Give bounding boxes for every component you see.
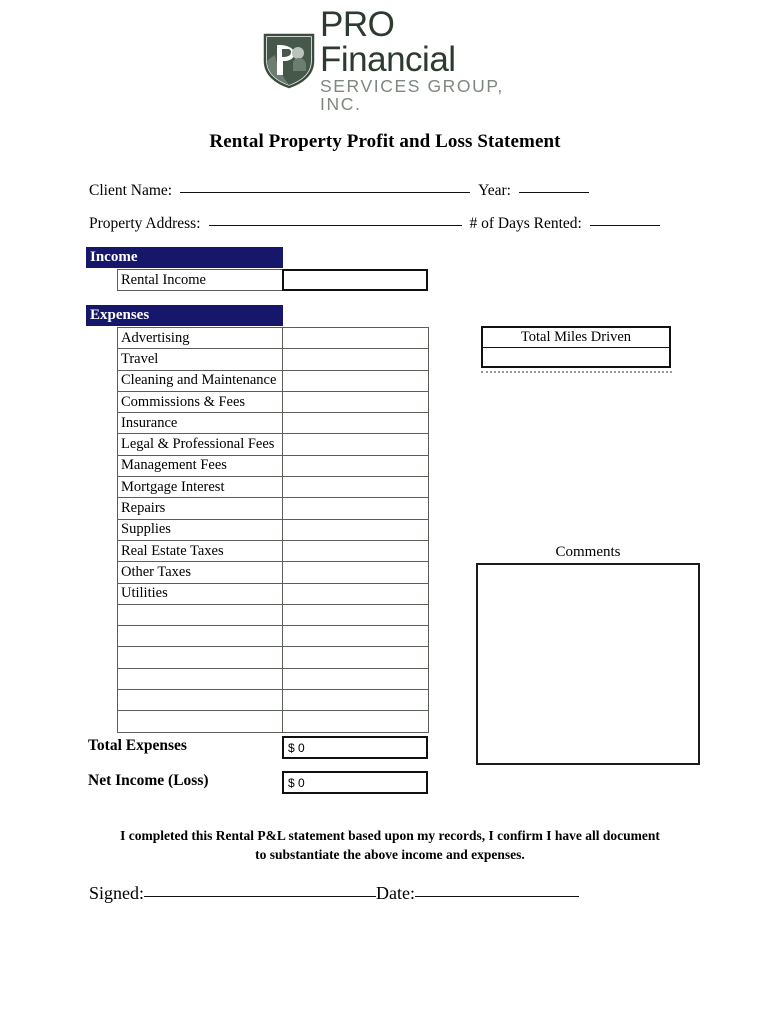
table-row <box>118 604 429 625</box>
confirmation-statement <box>90 826 690 864</box>
table-row <box>118 562 429 583</box>
rental-income-label: Rental Income <box>117 269 283 291</box>
company-logo <box>263 5 507 114</box>
expense-input[interactable] <box>283 604 429 625</box>
total-expenses-label: Total Expenses <box>88 737 187 754</box>
expense-input[interactable] <box>283 413 429 434</box>
expense-label <box>118 711 283 732</box>
year-input[interactable] <box>519 180 589 193</box>
expense-input[interactable] <box>283 391 429 412</box>
expense-label: Commissions & Fees <box>118 391 283 412</box>
expense-label: Real Estate Taxes <box>118 540 283 561</box>
shield-icon <box>263 31 315 89</box>
date-input[interactable] <box>415 882 579 897</box>
expense-input[interactable] <box>283 540 429 561</box>
expense-input[interactable] <box>283 690 429 711</box>
comments-label: Comments <box>555 544 621 560</box>
property-address-input[interactable] <box>209 213 462 226</box>
total-miles-driven-input[interactable] <box>483 348 669 367</box>
table-row <box>118 711 429 732</box>
expense-label <box>118 690 283 711</box>
total-expenses-value[interactable]: $ 0 <box>282 736 428 759</box>
table-row <box>118 647 429 668</box>
expense-label: Legal & Professional Fees <box>118 434 283 455</box>
days-rented-input[interactable] <box>590 213 660 226</box>
days-rented-label: # of Days Rented: <box>469 215 582 232</box>
expense-label: Travel <box>118 349 283 370</box>
table-row <box>118 690 429 711</box>
comments-input[interactable] <box>476 563 700 765</box>
expense-label: Insurance <box>118 413 283 434</box>
year-label: Year: <box>478 182 511 199</box>
expense-label <box>118 668 283 689</box>
expense-input[interactable] <box>283 370 429 391</box>
table-row <box>118 477 429 498</box>
income-section-header: Income <box>86 247 283 268</box>
date-label: Date: <box>376 883 415 903</box>
total-miles-driven-label: Total Miles Driven <box>483 328 669 348</box>
rental-income-input[interactable] <box>282 269 428 291</box>
rental-income-row <box>117 269 428 291</box>
client-name-row <box>89 180 709 200</box>
expense-label: Utilities <box>118 583 283 604</box>
expense-input[interactable] <box>283 583 429 604</box>
expense-input[interactable] <box>283 434 429 455</box>
signed-label: Signed: <box>89 883 145 903</box>
table-row <box>118 413 429 434</box>
net-income-label: Net Income (Loss) <box>88 772 209 789</box>
logo-primary-text: PRO Financial <box>320 5 456 79</box>
property-address-row <box>89 213 709 233</box>
expense-input[interactable] <box>283 328 429 349</box>
table-row <box>118 540 429 561</box>
expense-label: Repairs <box>118 498 283 519</box>
table-row <box>118 498 429 519</box>
table-row <box>118 668 429 689</box>
table-row <box>118 391 429 412</box>
table-row <box>118 519 429 540</box>
expense-label: Cleaning and Maintenance <box>118 370 283 391</box>
signature-input[interactable] <box>144 882 376 897</box>
table-row <box>118 455 429 476</box>
logo-wordmark <box>320 7 507 113</box>
expense-input[interactable] <box>283 626 429 647</box>
expense-input[interactable] <box>283 455 429 476</box>
expense-input[interactable] <box>283 647 429 668</box>
expense-input[interactable] <box>283 668 429 689</box>
client-name-input[interactable] <box>180 180 470 193</box>
table-row <box>118 349 429 370</box>
table-row <box>118 328 429 349</box>
expense-label <box>118 647 283 668</box>
expenses-table <box>117 327 429 733</box>
page-title: Rental Property Profit and Loss Statement <box>209 131 561 152</box>
expense-input[interactable] <box>283 519 429 540</box>
property-address-label: Property Address: <box>89 215 201 232</box>
expense-input[interactable] <box>283 562 429 583</box>
table-row <box>118 583 429 604</box>
confirmation-line-2: to substantiate the above income and expenses. <box>255 847 525 862</box>
table-row <box>118 370 429 391</box>
expense-input[interactable] <box>283 498 429 519</box>
expense-label <box>118 626 283 647</box>
net-income-value[interactable]: $ 0 <box>282 771 428 794</box>
expense-input[interactable] <box>283 349 429 370</box>
expense-label: Supplies <box>118 519 283 540</box>
confirmation-line-1: I completed this Rental P&L statement based upon my records, I confirm I have all document <box>120 828 660 843</box>
expense-label: Mortgage Interest <box>118 477 283 498</box>
client-name-label: Client Name: <box>89 182 173 199</box>
expense-label <box>118 604 283 625</box>
total-miles-driven-box <box>481 326 671 368</box>
expense-label: Advertising <box>118 328 283 349</box>
table-row <box>118 626 429 647</box>
expense-label: Management Fees <box>118 455 283 476</box>
expense-input[interactable] <box>283 711 429 732</box>
table-row <box>118 434 429 455</box>
miles-box-shadow <box>481 369 672 373</box>
expense-input[interactable] <box>283 477 429 498</box>
signature-row <box>89 882 579 904</box>
logo-secondary-text: SERVICES GROUP, INC. <box>320 76 504 114</box>
expenses-section-header: Expenses <box>86 305 283 326</box>
expense-label: Other Taxes <box>118 562 283 583</box>
